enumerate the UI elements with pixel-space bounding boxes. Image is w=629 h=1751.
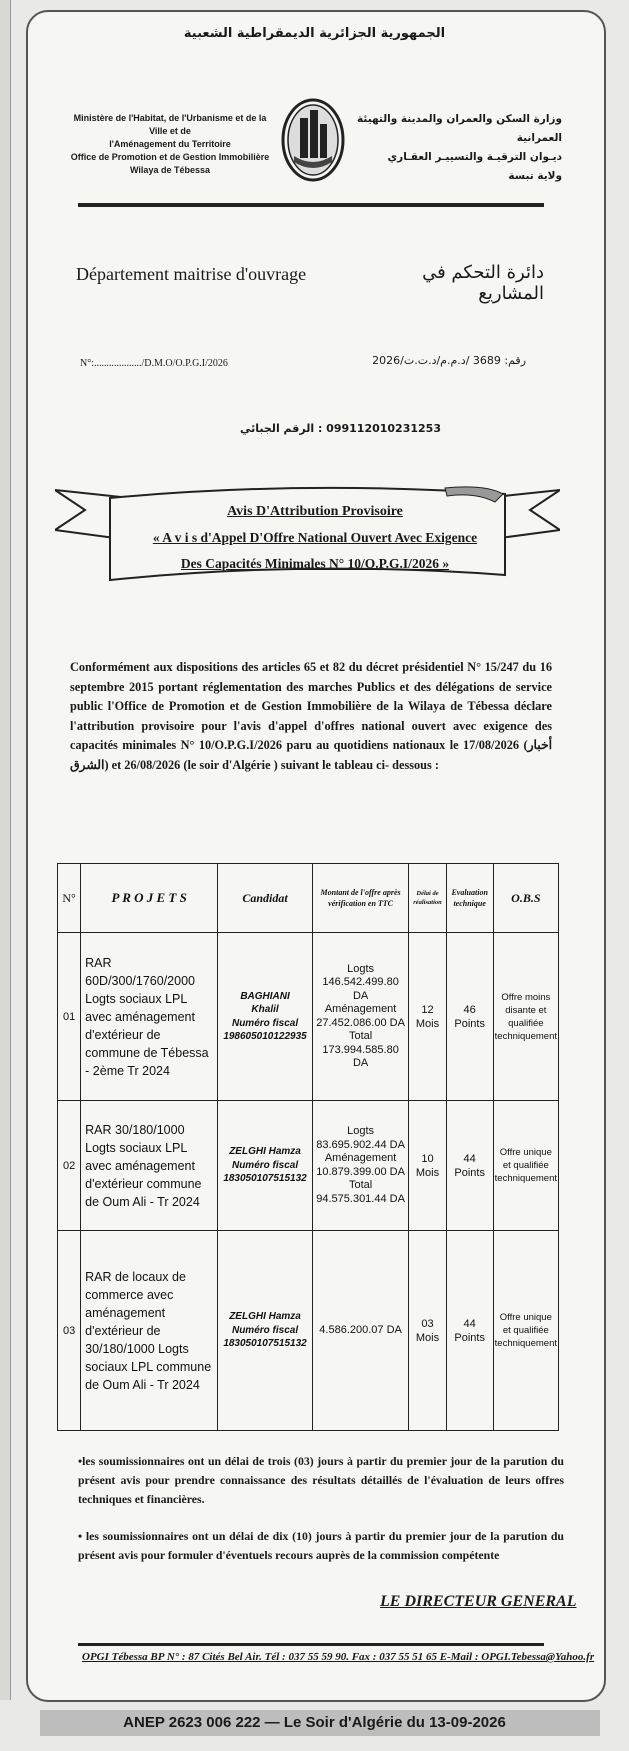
montant-line: Aménagement	[324, 1152, 397, 1164]
row-evaluation	[446, 1231, 493, 1431]
row-montant	[312, 1231, 408, 1431]
attribution-table	[57, 863, 559, 1431]
obs-line: techniquement	[494, 1338, 557, 1349]
delai-line: 12	[421, 1003, 434, 1016]
evaluation-line: 44	[463, 1317, 476, 1330]
montant-line: Total	[348, 1030, 373, 1042]
ministry-line: Office de Promotion et de Gestion Immobilière	[70, 152, 270, 162]
montant-line: 83.695.902.44 DA	[316, 1138, 405, 1151]
row-number: 03	[58, 1231, 81, 1431]
evaluation-line: 46	[463, 1003, 476, 1016]
anep-reference: ANEP 2623 006 222 — Le Soir d'Algérie du 13-09-2026	[123, 1714, 506, 1731]
row-delai	[409, 1101, 446, 1231]
obs-line: Offre unique	[499, 1147, 552, 1158]
candidat-line: BAGHIANI	[240, 990, 290, 1002]
evaluation-line: Points	[454, 1331, 485, 1344]
candidat-line: 183050107515132	[223, 1338, 307, 1350]
table-row	[58, 1231, 559, 1431]
banner-title: Avis D'Attribution Provisoire	[227, 504, 403, 519]
montant-line: Total	[348, 1179, 373, 1191]
ministry-line-ar: ديـوان الترقيـة والتسييـر العقـاري	[387, 151, 562, 163]
row-projet: RAR 30/180/1000 Logts sociaux LPL avec aménagement d'extérieur commune de Oum Ali - Tr 2024	[81, 1101, 218, 1231]
ministry-line-ar: ولاية تبسة	[508, 170, 562, 182]
row-montant	[312, 933, 408, 1101]
ministry-line: l'Aménagement du Territoire	[109, 139, 231, 149]
delai-line: Mois	[415, 1331, 440, 1344]
delai-line: Mois	[415, 1017, 440, 1030]
row-number: 02	[58, 1101, 81, 1231]
obs-line: Offre moins	[501, 991, 551, 1003]
obs-line: techniquement	[494, 1030, 557, 1042]
montant-line: 173.994.585.80 DA	[322, 1043, 399, 1069]
obs-line: et qualifiée	[502, 1325, 549, 1336]
montant-line: Logts	[347, 1125, 375, 1137]
ministry-line: Wilaya de Tébessa	[130, 165, 210, 175]
banner-subtitle-2: Des Capacités Minimales N° 10/O.P.G.I/2026 »	[180, 556, 450, 571]
row-evaluation	[446, 1101, 493, 1231]
header-evaluation: Evaluation technique	[446, 864, 493, 933]
obs-line: qualifiée	[508, 1017, 544, 1029]
evaluation-line: Points	[454, 1166, 485, 1179]
reference-number-ar: رقم: 3689 /د.م.م/د.ت.ت/2026	[372, 354, 526, 367]
header-no: N°	[58, 864, 81, 933]
montant-line: 146.542.499.80 DA	[322, 976, 399, 1002]
ministry-header-fr	[70, 112, 270, 177]
candidat-line: ZELGHI Hamza	[229, 1146, 301, 1158]
footer-divider	[78, 1643, 544, 1646]
table-row	[58, 1101, 559, 1231]
note-appeal: • les soumissionnaires ont un délai de dix (10) jours à partir du premier jour de la parution du présent avis pour formuler d'éventuels recours auprès de la commission compétente	[78, 1529, 564, 1562]
header-projets: P R O J E T S	[81, 864, 218, 933]
opgi-logo-icon	[280, 96, 346, 184]
row-candidat	[218, 1231, 313, 1431]
evaluation-line: 44	[463, 1152, 476, 1165]
montant-line: 4.586.200.07 DA	[319, 1323, 402, 1336]
signature: LE DIRECTEUR GENERAL	[380, 1593, 577, 1610]
row-delai	[409, 933, 446, 1101]
header-montant: Montant de l'offre après vérification en TTC	[312, 864, 408, 933]
header-divider	[78, 203, 544, 207]
row-obs	[493, 1101, 558, 1231]
montant-line: Aménagement	[324, 1003, 397, 1015]
department-title-ar: دائرة التحكم في المشاريع	[422, 262, 544, 304]
table-row	[58, 933, 559, 1101]
row-obs	[493, 1231, 558, 1431]
candidat-line: ZELGHI Hamza	[229, 1311, 301, 1323]
obs-line: et qualifiée	[502, 1160, 549, 1171]
row-montant	[312, 1101, 408, 1231]
republic-header: الجمهورية الجزائرية الديمقراطية الشعبية	[183, 26, 446, 41]
montant-line: 27.452.086.00 DA	[316, 1016, 405, 1029]
candidat-line: Numéro fiscal	[231, 1159, 299, 1171]
montant-line: 94.575.301.44 DA	[316, 1192, 405, 1205]
header-obs: O.B.S	[493, 864, 558, 933]
candidat-line: 198605010122935	[223, 1031, 307, 1042]
candidat-line: Numéro fiscal	[231, 1017, 299, 1029]
ministry-line: Ministère de l'Habitat, de l'Urbanisme et de la Ville et de	[73, 113, 267, 136]
evaluation-line: Points	[454, 1017, 485, 1030]
delai-line: 10	[421, 1152, 434, 1165]
candidat-line: 183050107515132	[223, 1173, 307, 1185]
row-candidat	[218, 933, 313, 1101]
row-evaluation	[446, 933, 493, 1101]
obs-line: techniquement	[494, 1173, 557, 1184]
fiscal-number: 099112010231253 : الرقم الجبائي	[240, 422, 441, 435]
montant-line: Logts	[347, 962, 375, 975]
ministry-line-ar: وزارة السكن والعمران والمدينة والتهيئة العمرانية	[357, 113, 562, 144]
obs-line: Offre unique	[499, 1312, 552, 1323]
montant-line: 10.879.399.00 DA	[316, 1165, 405, 1178]
row-projet: RAR de locaux de commerce avec aménagement d'extérieur de 30/180/1000 Logts sociaux LPL commune de Oum Ali - Tr 2024	[81, 1231, 218, 1431]
table-header-row	[58, 864, 559, 933]
footer-contact: OPGI Tébessa BP N° : 87 Cités Bel Air. Tél : 037 55 59 90. Fax : 037 55 51 65 E-Mail : OPGI.Tebessa@Yahoo.fr	[82, 1651, 595, 1663]
row-number: 01	[58, 933, 81, 1101]
banner-subtitle: « A v i s d'Appel D'Offre National Ouvert Avec Exigence	[152, 530, 478, 545]
note-results: •les soumissionnaires ont un délai de trois (03) jours à partir du premier jour de la parution du présent avis pour prendre connaissance des résultats détaillés de l'évaluation de leurs offres techniques et financières.	[78, 1454, 564, 1506]
page-edge-strip	[0, 0, 11, 1700]
obs-line: disante et	[505, 1004, 547, 1016]
ministry-header-ar	[352, 110, 562, 186]
row-delai	[409, 1231, 446, 1431]
delai-line: Mois	[415, 1166, 440, 1179]
row-obs	[493, 933, 558, 1101]
delai-line: 03	[421, 1317, 434, 1330]
intro-paragraph: Conformément aux dispositions des articles 65 et 82 du décret présidentiel N° 15/247 du 16 septembre 2015 portant réglementation des marches Publics et des délégations de service public l'Office de Promotion et de Gestion Immobilière de la Wilaya de Tébessa déclare l'attribution provisoire pour l'avis d'appel d'offres national ouvert avec exigence des capacités minimales N° 10/O.P.G.I/2026 paru au quotidiens nationaux le 17/08/2026 (أخبار الشرق) et 26/08/2026 (le soir d'Algérie ) suivant le tableau ci- dessous :	[70, 660, 552, 772]
row-projet: RAR 60D/300/1760/2000 Logts sociaux LPL avec aménagement d'extérieur de commune de Tébessa - 2ème Tr 2024	[81, 933, 218, 1101]
candidat-line: Khalil	[251, 1004, 279, 1015]
header-candidat: Candidat	[218, 864, 313, 933]
row-candidat	[218, 1101, 313, 1231]
reference-number-fr: N°:.................../D.M.O/O.P.G.I/2026	[80, 358, 228, 369]
header-delai: Délai de réalisation	[409, 864, 446, 933]
candidat-line: Numéro fiscal	[231, 1324, 299, 1336]
department-title-fr: Département maitrise d'ouvrage	[76, 264, 307, 284]
